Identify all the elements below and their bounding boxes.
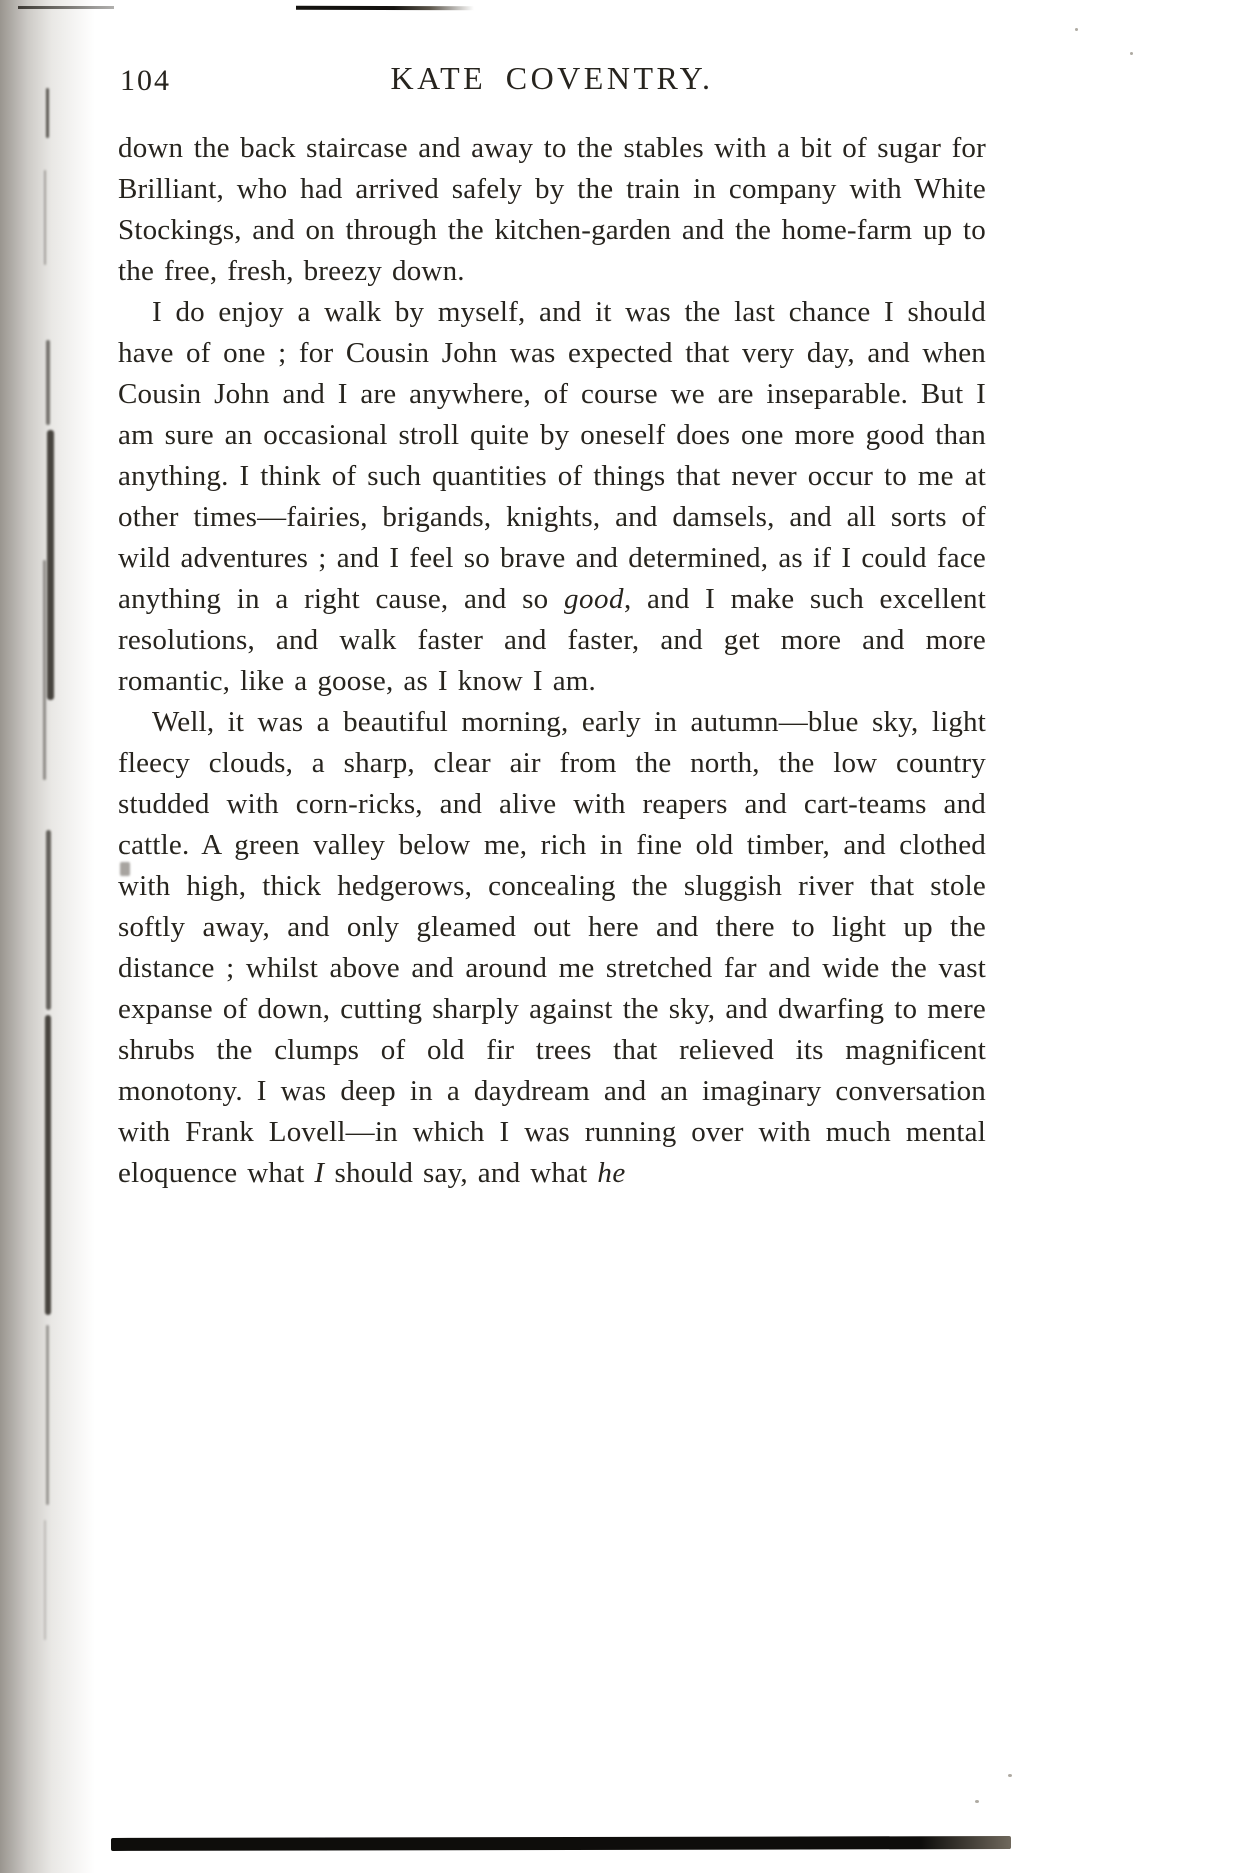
binding-streak (46, 830, 51, 1010)
binding-streak (46, 88, 49, 138)
binding-streak (46, 1325, 49, 1505)
text-run: should say, and what (324, 1157, 598, 1189)
text-run: down the back staircase and away to the stables with a bit of sugar for Brilliant, who had arrived safely by the train in company with White Stockings, and on through the kitchen-garden and the home-farm up to the free, fresh, breezy down. (118, 132, 986, 287)
page-content (118, 52, 986, 1194)
page-header (118, 52, 986, 128)
binding-streak (45, 1015, 51, 1315)
scan-artifact-dot (1075, 28, 1078, 31)
page-number: 104 (120, 64, 171, 97)
binding-streak (47, 430, 54, 700)
scan-artifact-dot (1130, 52, 1133, 55)
text-run: , and I make such excellent resolutions, and walk faster and faster, and get more and more romantic, like a goose, as I know I am. (118, 583, 986, 697)
paragraph (118, 128, 986, 292)
paragraph (118, 292, 986, 702)
running-title: KATE COVENTRY. (390, 60, 714, 96)
scan-artifact-dot (975, 1800, 979, 1803)
text-run-italic: he (597, 1157, 626, 1189)
bottom-scan-bar (111, 1836, 1011, 1851)
binding-streak (44, 1520, 46, 1640)
binding-shadow (0, 0, 95, 1873)
binding-streak (44, 170, 46, 265)
binding-streak (46, 340, 50, 425)
binding-streak (43, 560, 46, 780)
scan-artifact-dot (1008, 1774, 1012, 1777)
page-text (118, 128, 986, 1194)
text-run-italic: good (563, 583, 624, 615)
text-run: Well, it was a beautiful morning, early in autumn—blue sky, light fleecy clouds, a sharp, clear air from the north, the low country studded with corn-ricks, and alive with reapers and cart-teams and cattle. A green valley below me, rich in fine old timber, and clothed with high, thick hedgerows, concealing the sluggish river that stole softly away, and only gleamed out here and there to light up the distance ; whilst above and around me stretched far and wide the vast expanse of down, cutting sharply against the sky, and dwarfing to mere shrubs the clumps of old fir trees that relieved its magnificent monotony. I was deep in a daydream and an imaginary conversation with Frank Lovell—in which I was running over with much mental eloquence what (118, 706, 986, 1189)
paragraph (118, 702, 986, 1194)
scan-artifact-top-center (296, 6, 474, 10)
text-run: I do enjoy a walk by myself, and it was the last chance I should have of one ; for Cousin John was expected that very day, and when Cousin John and I are anywhere, of course we are inseparable. But I am sure an occasional stroll quite by oneself does one more good than anything. I think of such quantities of things that never occur to me at other times—fairies, brigands, knights, and damsels, and all sorts of wild adventures ; and I feel so brave and determined, as if I could face anything in a right cause, and so (118, 296, 986, 615)
scan-artifact-top-left (18, 6, 114, 9)
text-run-italic: I (314, 1157, 325, 1189)
